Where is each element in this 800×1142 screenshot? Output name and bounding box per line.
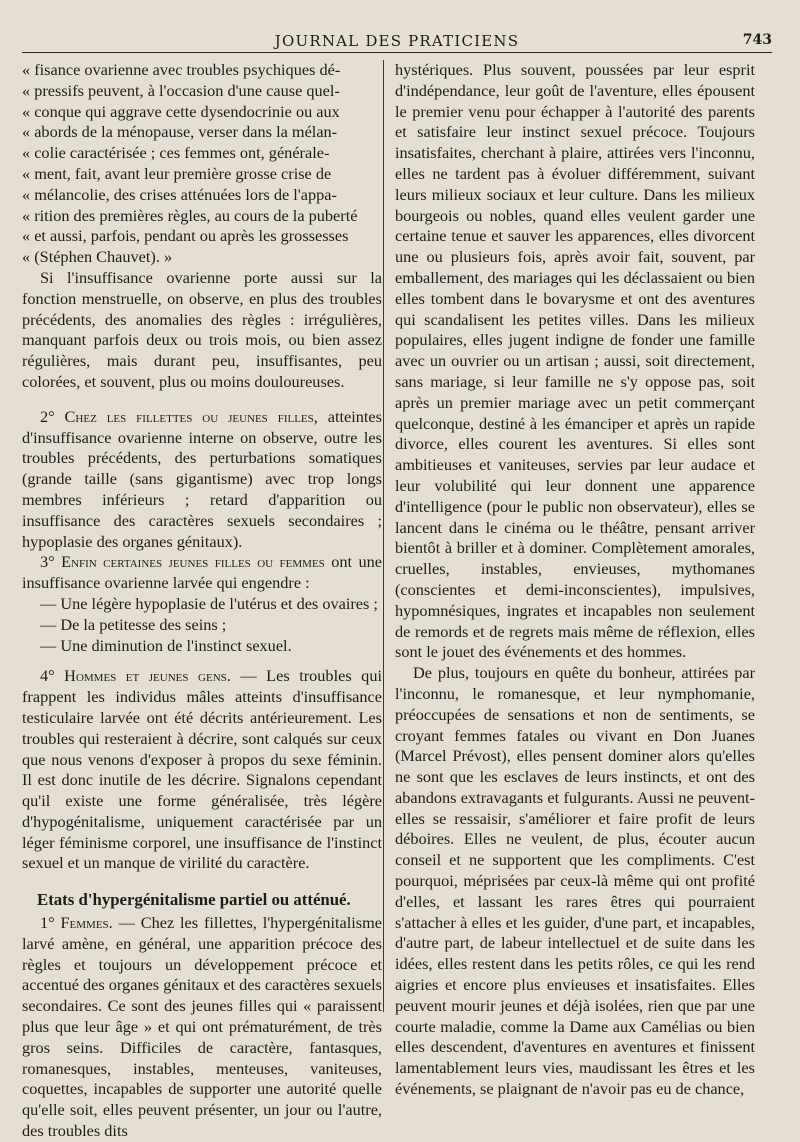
quote-line: « et aussi, parfois, pendant ou après les grossesses <box>22 226 349 246</box>
paragraph-continuation: hystériques. Plus souvent, poussées par leur esprit d'indépendance, leur goût de l'aventure, elles épousent le premier venu pour échapper à l'autorité des parents et satisfaire leur instinct sexuel précoce. Toujours insatisfaites, cherchant à plaire, attirées vers l'inconnu, elles ne tardent pas à évoluer différemment, suivant leurs milieux sociaux et leur culture. Dans les milieux bourgeois ou nobles, quand elles veulent garder une certaine tenue et sauver les apparences, elles divorcent une ou plusieurs fois, après avoir fait, souvent, par emballement, des mariages qui les déclassaient ou bien elles tombent dans le bovarysme et ont des aventures qui scandalisent les petites villes. Dans les milieux populaires, elles jugent indigne de fonder une famille avec un ouvrier ou un artisan ; aussi, soit directement, sans mariage, si leur famille ne s'y oppose pas, soit après un premier mariage avec un petit commerçant quelconque, destiné à les émanciper et après un rapide divorce, elles courent les aventures. Si elles sont ambitieuses et vaniteuses, servies par leur audace et leur volubilité qui leur donnent une apparence d'intelligence (pour le public non observateur), elles se lancent dans le cinéma ou le théâtre, pensant arriver bientôt à briller et à dominer. Complètement amorales, cruelles, instables, envieuses, mythomanes (conscientes et demi-inconscientes), impulsives, hypomnésiques, ingrates et incapables non seulement de remords et de regrets mais même de réflexion, elles sont le jouet des événements et des hommes. <box>395 60 755 662</box>
column-divider <box>383 60 384 1012</box>
quote-line: « conque qui aggrave cette dysendocrinie ou aux <box>22 101 340 121</box>
section-2-text: atteintes d'insuffisance ovarienne interne on observe, outre les troubles précédents, des perturbations somatiques (grande taille (sans gigantisme) avec trop longs membres inférieurs ; retard d'apparition ou insuffisance des caractères sexuels secondaires ; hypoplasie des organes génitaux). <box>22 406 382 551</box>
section-3-text: ont une insuffisance ovarienne larvée qui engendre : <box>22 552 382 593</box>
hyper-section-1-heading: 1° Femmes. <box>40 913 113 933</box>
section-2-heading: 2° Chez les fillettes ou jeunes filles, <box>40 406 318 426</box>
section-3-paragraph <box>22 552 382 594</box>
quote-line: « mélancolie, des crises atténuées lors de l'appa- <box>22 184 337 204</box>
running-header <box>22 30 772 53</box>
section-4-text: — Les troubles qui frappent les individus mâles atteints d'insuffisance testiculaire larvée ont été décrits antérieurement. Les troubles qui resteraient à décrire, sont calqués sur ceux que nous venons d'exposer à propos du sexe féminin. Il est donc inutile de les décrire. Signalons cependant qu'il existe une forme généralisée, très légère d'hypogénitalisme, uniquement caractérisée par un léger féminisme corporel, une insuffisance de l'instinct sexuel et un manque de virilité du caractère. <box>22 666 382 873</box>
hyper-section-1-text: — Chez les fillettes, l'hypergénitalisme larvé amène, en général, une apparition précoce des règles et toujours un développement précoce et accentué des organes génitaux et des caractères sexuels secondaires. Ce sont des jeunes filles qui « paraissent plus que leur âge » et qui ont prématurément, de très gros seins. Difficiles de caractère, fantasques, romanesques, instables, menteuses, vaniteuses, coquettes, incapables de supporter une autorité quelle qu'elle soit, elles peuvent présenter, un jour ou l'autre, des troubles dits <box>22 913 382 1141</box>
paragraph-menstrual-function: Si l'insuffisance ovarienne porte aussi sur la fonction menstruelle, on observe, en plus des troubles précédents, des anomalies des règles : irrégulières, manquant parfois deux ou trois mois, ou bien assez régulières, mais durant peu, insuffisantes, peu colorées, et souvent, plus ou moins douloureuses. <box>22 267 382 391</box>
quote-block <box>22 60 382 268</box>
section-3-item: — Une légère hypoplasie de l'utérus et des ovaires ; <box>40 593 378 613</box>
quote-line: « abords de la ménopause, verser dans la mélan- <box>22 122 338 142</box>
quote-line: « (Stéphen Chauvet). » <box>22 247 173 267</box>
hypergenitalism-heading: Etats d'hypergénitalisme partiel ou atténué. <box>37 890 351 910</box>
right-column <box>395 60 755 1100</box>
quote-line: « colie caractérisée ; ces femmes ont, générale- <box>22 143 330 163</box>
page-number: 743 <box>742 32 772 48</box>
section-3-item: — Une diminution de l'instinct sexuel. <box>40 635 292 655</box>
journal-title: JOURNAL DES PRATICIENS <box>274 32 520 50</box>
section-2-paragraph <box>22 407 382 553</box>
quote-line: « pressifs peuvent, à l'occasion d'une cause quel- <box>22 80 340 100</box>
section-3-heading: 3° Enfin certaines jeunes filles ou femmes <box>40 552 325 572</box>
quote-line: « rition des premières règles, au cours de la puberté <box>22 205 358 225</box>
section-4-paragraph <box>22 666 382 874</box>
quote-line: « fisance ovarienne avec troubles psychiques dé- <box>22 60 341 79</box>
hyper-section-1-paragraph <box>22 913 382 1142</box>
paragraph-de-plus: De plus, toujours en quête du bonheur, attirées par l'inconnu, le romanesque, et leur nymphomanie, préoccupées de sensations et non de sentiments, se croyant femmes fatales ou vivant en Don Juanes (Marcel Prévost), elles pensent dominer alors qu'elles ne sont que les esclaves de leurs instincts, et ont des abandons extravagants et fulgurants. Aussi ne peuvent-elles se ressaisir, s'améliorer et faire profit de leurs déboires. Elles ne veulent, de plus, écouter aucun conseil et ne supportent que les compliments. C'est pourquoi, méprisées par ceux-là même qui ont profité d'elles, et lassant les rares êtres qui pourraient s'attacher à elles et les guider, d'une part, et incapables, d'autre part, de labeur intellectuel et de suite dans les idées, elles restent dans les petits rôles, ce qui les rend aigries et encore plus envieuses et insatisfaites. Elles peuvent mourir jeunes et déjà isolées, rien que par une courte maladie, comme la Dame aux Camélias ou bien elles descendent, d'aventures en aventures et finissent lamentablement leurs vies, maudissant les êtres et les événements, se plaignant de n'avoir pas eu de chance, <box>395 663 755 1099</box>
section-4-heading: 4° Hommes et jeunes gens. <box>40 666 231 686</box>
quote-line: « ment, fait, avant leur première grosse crise de <box>22 163 332 183</box>
left-column <box>22 60 382 1142</box>
section-3-item: — De la petitesse des seins ; <box>40 614 227 634</box>
